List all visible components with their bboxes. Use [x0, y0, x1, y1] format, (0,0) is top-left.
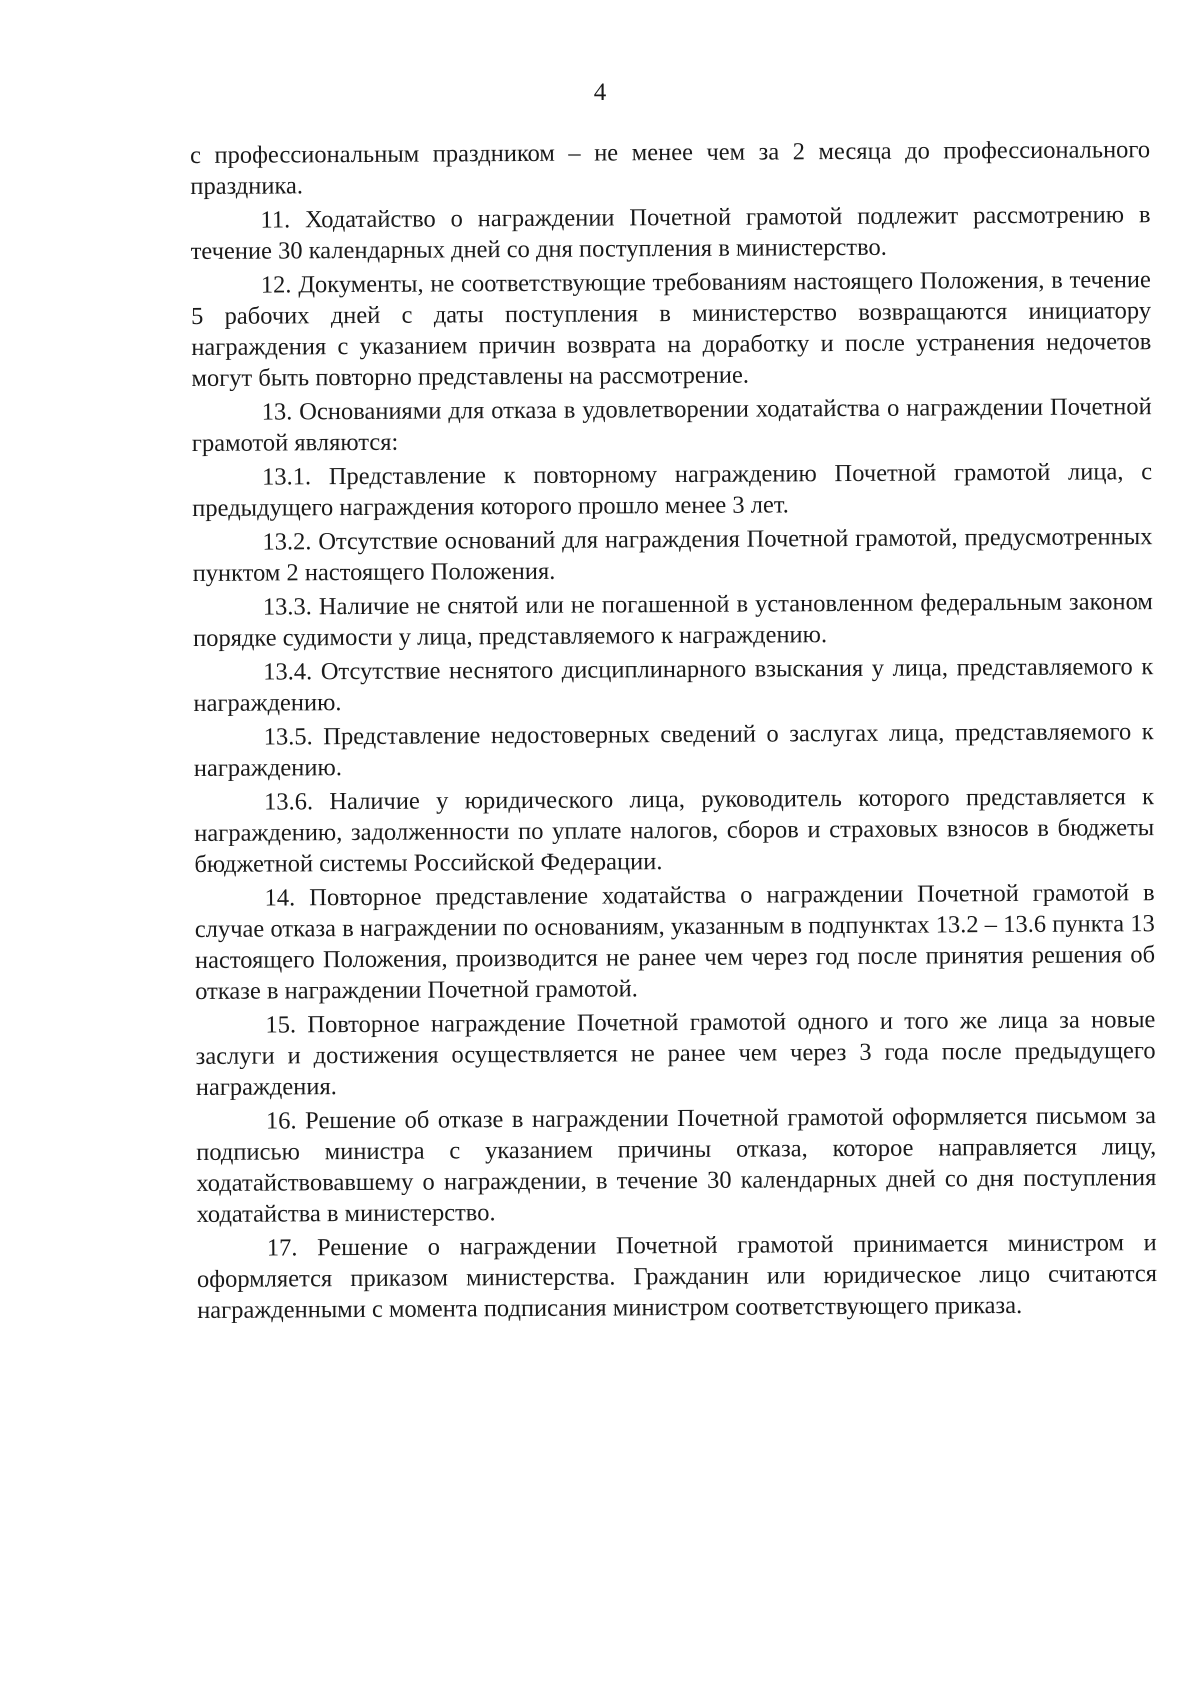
paragraph-13-6: 13.6. Наличие у юридического лица, руководитель которого представляется к награждению, задолженности по уплате налогов, сборов и страховых взносов в бюджеты бюджетной системы Российской Федерации. — [194, 783, 1155, 878]
paragraph-continuation: с профессиональным праздником – не менее чем за 2 месяца до профессионального праздника. — [190, 136, 1151, 200]
paragraph-13-1: 13.1. Представление к повторному награждению Почетной грамотой лица, с предыдущего награждения которого прошло менее 3 лет. — [192, 458, 1153, 522]
paragraph-16: 16. Решение об отказе в награждении Почетной грамотой оформляется письмом за подписью министра с указанием причины отказа, которое направляется лицу, ходатайствовавшему о награждении, в течение 30 календарных дней со дня поступления ходатайства в министерство. — [196, 1102, 1157, 1228]
paragraph-12: 12. Документы, не соответствующие требованиям настоящего Положения, в течение 5 рабочих дней с даты поступления в министерство возвращаются инициатору награждения с указанием причин возврата на доработку и после устранения недочетов могут быть повторно представлены на рассмотрение. — [190, 266, 1152, 392]
paragraph-13-4: 13.4. Отсутствие неснятого дисциплинарного взыскания у лица, представляемого к награждению. — [193, 653, 1154, 717]
paragraph-15: 15. Повторное награждение Почетной грамотой одного и того же лица за новые заслуги и достижения осуществляется не ранее чем через 3 года после предыдущего награждения. — [195, 1006, 1156, 1101]
paragraph-11: 11. Ходатайство о награждении Почетной грамотой подлежит рассмотрению в течение 30 календарных дней со дня поступления в министерство. — [190, 201, 1151, 265]
paragraph-13: 13. Основаниями для отказа в удовлетворении ходатайства о награждении Почетной грамотой являются: — [191, 393, 1152, 457]
paragraph-14: 14. Повторное представление ходатайства о награждении Почетной грамотой в случае отказа в награждении по основаниям, указанным в подпунктах 13.2 – 13.6 пункта 13 настоящего Положения, производится не ранее чем через год после принятия решения об отказе в награждении Почетной грамотой. — [194, 879, 1156, 1005]
page-number: 4 — [593, 79, 607, 106]
paragraph-13-5: 13.5. Представление недостоверных сведений о заслугах лица, представляемого к награждению. — [193, 718, 1154, 782]
paragraph-13-2: 13.2. Отсутствие оснований для награждения Почетной грамотой, предусмотренных пунктом 2 настоящего Положения. — [192, 523, 1153, 587]
document-body — [190, 134, 1157, 1329]
paragraph-17: 17. Решение о награждении Почетной грамотой принимается министром и оформляется приказом министерства. Гражданин или юридическое лицо считаются награжденными с момента подписания министром соответствующего приказа. — [196, 1229, 1158, 1324]
paragraph-13-3: 13.3. Наличие не снятой или не погашенной в установленном федеральным законом порядке судимости у лица, представляемого к награждению. — [192, 588, 1153, 652]
